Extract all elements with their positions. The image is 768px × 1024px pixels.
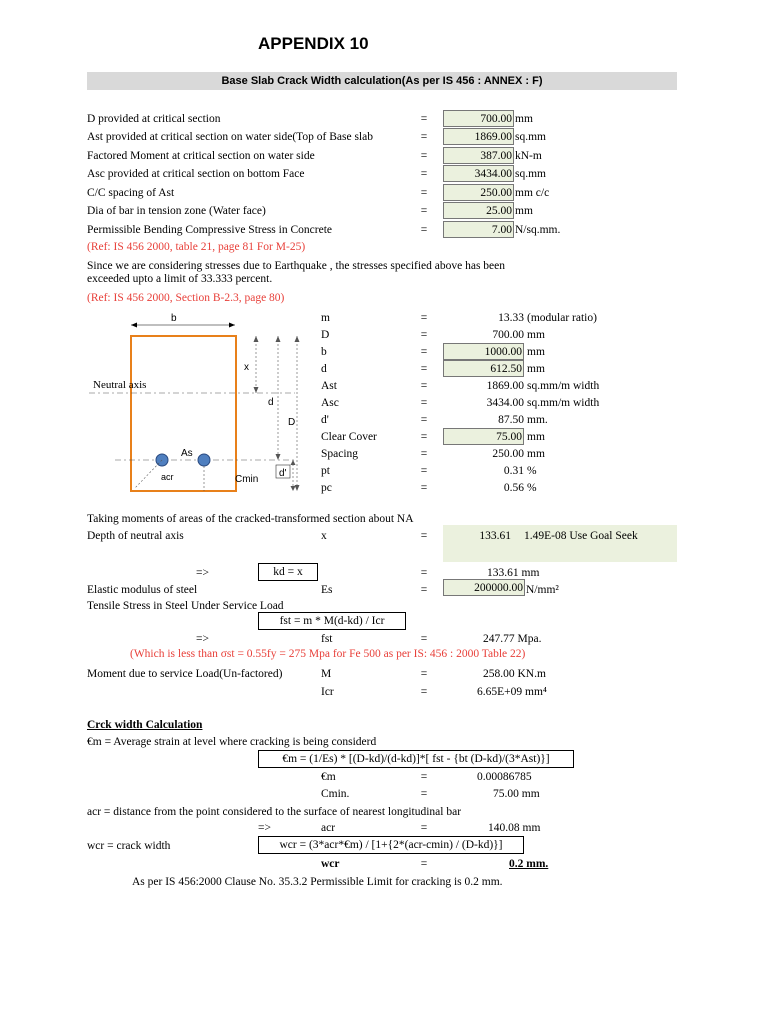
param-value: 0.31 <box>503 465 524 477</box>
equals-sign: = <box>420 414 428 426</box>
param-value: 1869.00 <box>486 380 524 392</box>
input-label: Asc provided at critical section on bottom Face <box>87 168 305 180</box>
goal-seek-note: 1.49E-08 Use Goal Seek <box>524 530 638 542</box>
equals-sign: = <box>420 567 428 579</box>
kd-formula-box: kd = x <box>258 563 318 581</box>
equals-sign: = <box>420 858 428 870</box>
param-value: 3434.00 <box>486 397 524 409</box>
param-value: 0.56 <box>503 482 524 494</box>
kd-value: 133.61 mm <box>487 567 540 579</box>
param-value: 612.50 <box>443 360 524 377</box>
input-value: 7.00 <box>443 221 514 238</box>
depth-symbol: x <box>321 530 327 542</box>
param-name: d <box>321 363 327 375</box>
param-value: 1000.00 <box>443 343 524 360</box>
icr-value: 6.65E+09 mm⁴ <box>477 686 547 698</box>
equals-sign: = <box>420 530 428 542</box>
equals-sign: = <box>420 131 428 143</box>
section-banner: Base Slab Crack Width calculation(As per IS 456 : ANNEX : F) <box>87 72 677 90</box>
equals-sign: = <box>420 431 428 443</box>
wcr-definition: wcr = crack width <box>87 840 171 852</box>
param-name: pc <box>321 482 332 494</box>
fst-formula-box: fst = m * M(d-kd) / Icr <box>258 612 406 630</box>
note-line-1: Since we are considering stresses due to Earthquake , the stresses specified above has been <box>87 260 506 272</box>
input-unit: kN-m <box>515 150 542 162</box>
reference-2: (Ref: IS 456 2000, Section B-2.3, page 80) <box>87 292 285 304</box>
param-unit: mm <box>527 448 545 460</box>
crack-heading: Crck width Calculation <box>87 719 203 731</box>
input-value: 387.00 <box>443 147 514 164</box>
input-unit: sq.mm <box>515 131 546 143</box>
input-unit: mm c/c <box>515 187 550 199</box>
param-value: 13.33 <box>498 312 524 324</box>
input-label: Factored Moment at critical section on water side <box>87 150 315 162</box>
es-unit: N/mm² <box>526 584 559 596</box>
depth-value: 133.61 <box>479 530 511 542</box>
input-value: 25.00 <box>443 202 514 219</box>
equals-sign: = <box>420 312 428 324</box>
equals-sign: = <box>420 822 428 834</box>
param-unit: mm <box>527 329 545 341</box>
moments-text: Taking moments of areas of the cracked-transformed section about NA <box>87 513 414 525</box>
b-arrow-right <box>229 323 235 328</box>
es-symbol: Es <box>321 584 333 596</box>
b-label: b <box>171 313 177 324</box>
equals-sign: = <box>420 771 428 783</box>
acr-label: acr <box>161 472 174 482</box>
cmin-label: Cmin <box>235 474 259 485</box>
moment-value: 258.00 KN.m <box>483 668 546 680</box>
input-value: 1869.00 <box>443 128 514 145</box>
final-note: As per IS 456:2000 Clause No. 35.3.2 Permissible Limit for cracking is 0.2 mm. <box>132 876 503 888</box>
input-label: Permissible Bending Compressive Stress in Concrete <box>87 224 332 236</box>
param-name: pt <box>321 465 330 477</box>
cmin-symbol: Cmin. <box>321 788 350 800</box>
input-label: Dia of bar in tension zone (Water face) <box>87 205 266 217</box>
equals-sign: = <box>420 482 428 494</box>
param-unit: mm <box>527 363 545 375</box>
page-title: APPENDIX 10 <box>258 34 369 53</box>
param-name: Clear Cover <box>321 431 377 443</box>
param-name: Asc <box>321 397 339 409</box>
moment-symbol: M <box>321 668 332 680</box>
dprime-label: d' <box>279 468 287 479</box>
param-name: b <box>321 346 327 358</box>
fst-note: (Which is less than σst = 0.55fy = 275 Mpa for Fe 500 as per IS: 456 : 2000 Table 22) <box>130 648 526 660</box>
reference-1: (Ref: IS 456 2000, table 21, page 81 For M-25) <box>87 241 306 253</box>
input-value: 3434.00 <box>443 165 514 182</box>
equals-sign: = <box>420 788 428 800</box>
param-name: d' <box>321 414 329 426</box>
param-unit: mm <box>527 346 545 358</box>
D-label: D <box>288 417 296 428</box>
fst-value: 247.77 Mpa. <box>483 633 542 645</box>
param-name: Ast <box>321 380 337 392</box>
acr-definition: acr = distance from the point considered to the surface of nearest longitudinal bar <box>87 806 462 818</box>
param-name: Spacing <box>321 448 359 460</box>
input-label: Ast provided at critical section on water side(Top of Base slab <box>87 131 373 143</box>
param-value: 250.00 <box>492 448 524 460</box>
wcr-value: 0.2 mm. <box>509 858 549 870</box>
param-value: 75.00 <box>443 428 524 445</box>
equals-sign: = <box>420 168 428 180</box>
em-value: 0.00086785 <box>477 771 532 783</box>
equals-sign: = <box>420 633 428 645</box>
param-unit: % <box>527 465 537 477</box>
param-unit: sq.mm/m width <box>527 380 600 392</box>
slab-section-rect <box>131 336 236 491</box>
input-label: D provided at critical section <box>87 113 221 125</box>
acr-value: 140.08 mm <box>488 822 541 834</box>
neutral-axis-label: Neutral axis <box>93 379 147 391</box>
input-value: 250.00 <box>443 184 514 201</box>
param-name: m <box>321 312 330 324</box>
es-value: 200000.00 <box>443 579 525 596</box>
em-definition: €m = Average strain at level where cracking is being considerd <box>87 736 377 748</box>
icr-symbol: Icr <box>321 686 334 698</box>
b-arrow-left <box>131 323 137 328</box>
acr-symbol: acr <box>321 822 336 834</box>
equals-sign: = <box>420 465 428 477</box>
equals-sign: = <box>420 346 428 358</box>
arrow-fst: => <box>196 633 209 645</box>
note-line-2: exceeded upto a limit of 33.333 percent. <box>87 273 273 285</box>
equals-sign: = <box>420 150 428 162</box>
param-value: 700.00 <box>492 329 524 341</box>
equals-sign: = <box>420 224 428 236</box>
param-name: D <box>321 329 330 341</box>
d-label: d <box>268 397 274 408</box>
param-unit: (modular ratio) <box>527 312 597 324</box>
section-diagram <box>85 305 315 505</box>
arrow-acr: => <box>258 822 271 834</box>
wcr-formula-box: wcr = (3*acr*€m) / [1+{2*(acr-cmin) / (D-kd)}] <box>258 836 524 854</box>
equals-sign: = <box>420 668 428 680</box>
es-label: Elastic modulus of steel <box>87 584 198 596</box>
wcr-symbol: wcr <box>321 858 340 870</box>
equals-sign: = <box>420 686 428 698</box>
em-formula-box: €m = (1/Es) * [(D-kd)/(d-kd)]*[ fst - {bt (D-kd)/(3*Ast)}] <box>258 750 574 768</box>
param-unit: mm. <box>527 414 548 426</box>
input-value: 700.00 <box>443 110 514 127</box>
equals-sign: = <box>420 380 428 392</box>
cmin-value: 75.00 mm <box>493 788 540 800</box>
equals-sign: = <box>420 397 428 409</box>
equals-sign: = <box>420 329 428 341</box>
input-label: C/C spacing of Ast <box>87 187 175 199</box>
input-unit: sq.mm <box>515 168 546 180</box>
em-symbol: €m <box>321 771 336 783</box>
input-unit: N/sq.mm. <box>515 224 561 236</box>
fst-symbol: fst <box>321 633 333 645</box>
moment-label: Moment due to service Load(Un-factored) <box>87 668 283 680</box>
equals-sign: = <box>420 448 428 460</box>
as-label: As <box>181 448 193 459</box>
param-value: 87.50 <box>498 414 524 426</box>
tensile-label: Tensile Stress in Steel Under Service Load <box>87 600 284 612</box>
equals-sign: = <box>420 113 428 125</box>
equals-sign: = <box>420 187 428 199</box>
equals-sign: = <box>420 584 428 596</box>
param-unit: mm <box>527 431 545 443</box>
rebar-2 <box>198 454 210 466</box>
depth-label: Depth of neutral axis <box>87 530 184 542</box>
param-unit: % <box>527 482 537 494</box>
acr-line <box>135 460 162 488</box>
arrow-kd: => <box>196 567 209 579</box>
x-label: x <box>244 362 249 373</box>
param-unit: sq.mm/m width <box>527 397 600 409</box>
equals-sign: = <box>420 205 428 217</box>
input-unit: mm <box>515 205 533 217</box>
equals-sign: = <box>420 363 428 375</box>
input-unit: mm <box>515 113 533 125</box>
